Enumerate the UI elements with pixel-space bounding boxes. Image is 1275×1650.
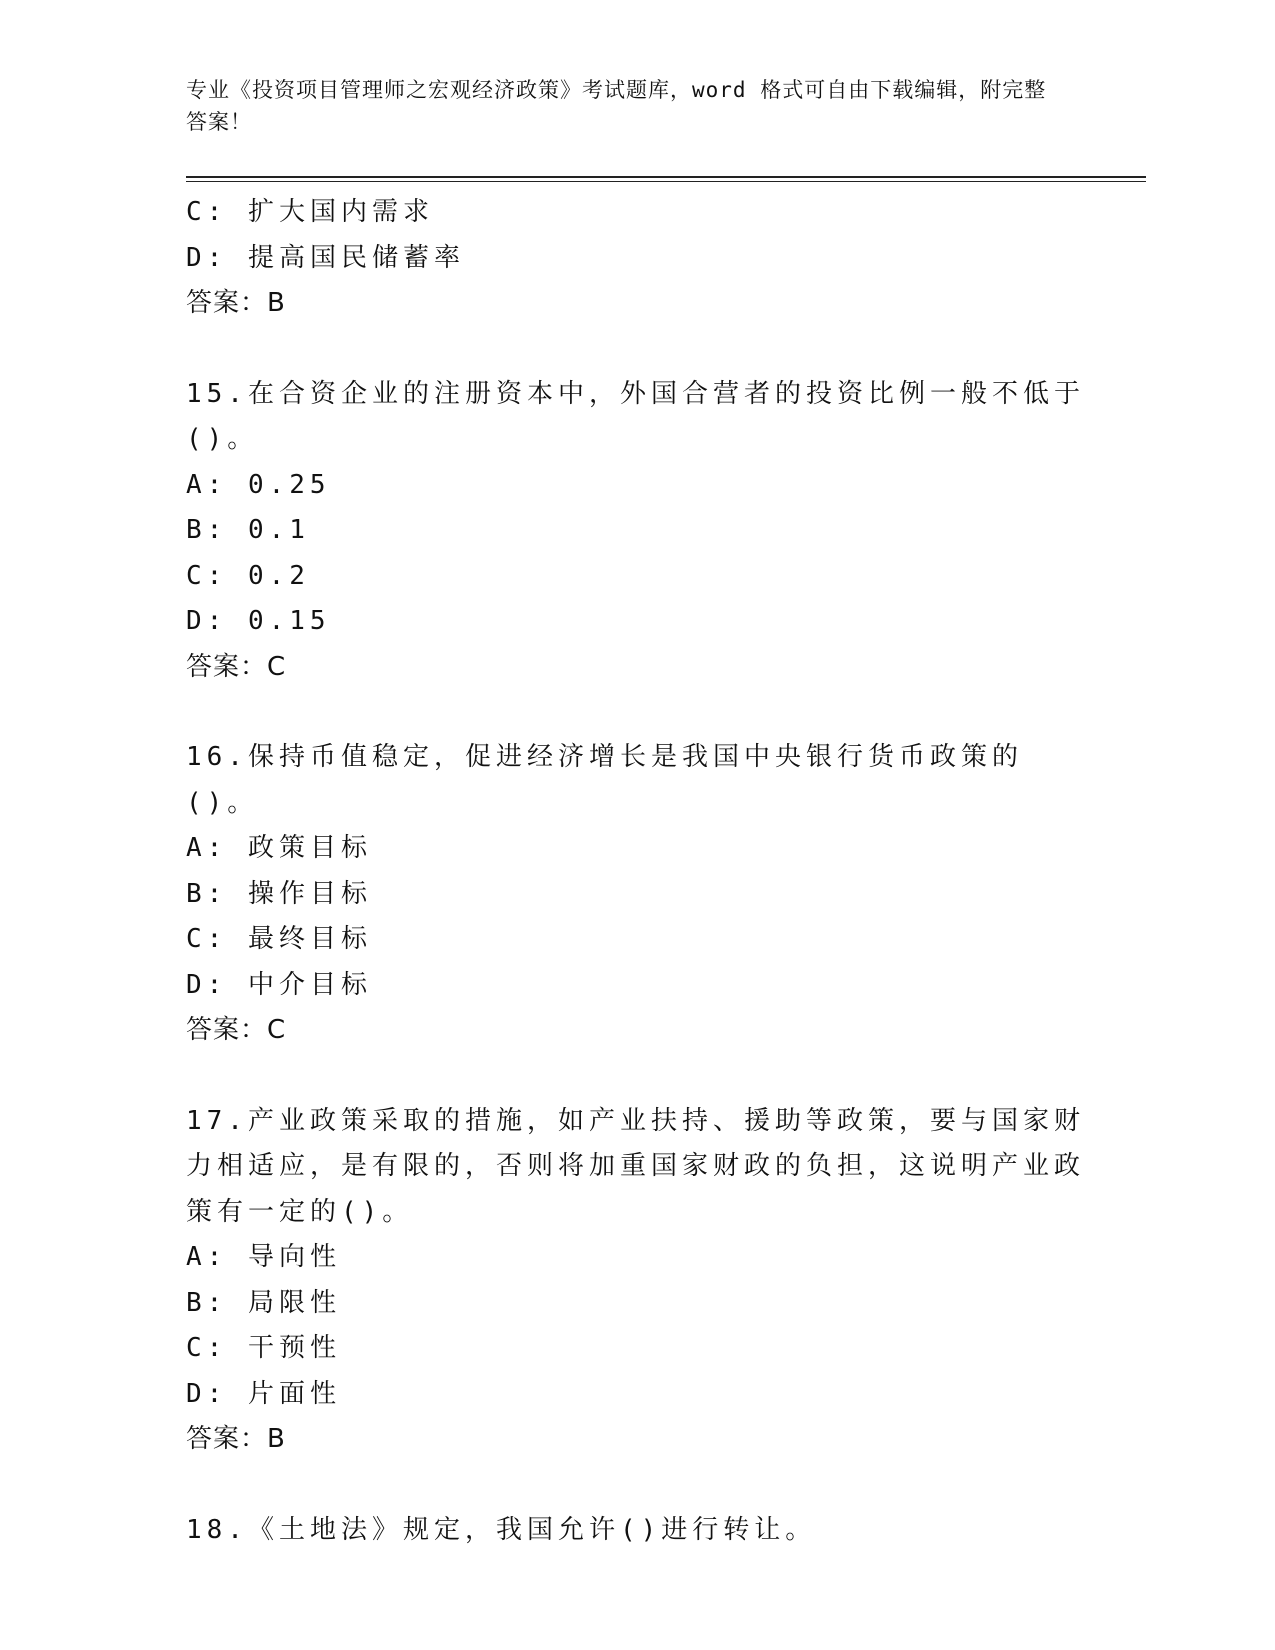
question-stem: 15.在合资企业的注册资本中，外国合营者的投资比例一般不低于()。 bbox=[186, 378, 1085, 454]
option-d: D: 片面性 bbox=[186, 1378, 341, 1409]
answer-value: B bbox=[267, 1424, 286, 1454]
question-stem: 16.保持币值稳定，促进经济增长是我国中央银行货币政策的()。 bbox=[186, 742, 1023, 818]
question-stem: 17.产业政策采取的措施，如产业扶持、援助等政策，要与国家财力相适应，是有限的，否则将加重国家财政的负担，这说明产业政策有一定的()。 bbox=[186, 1105, 1086, 1227]
option-a: A: 0.25 bbox=[186, 469, 331, 500]
answer-label: 答案： bbox=[186, 651, 268, 682]
option-d: D: 中介目标 bbox=[186, 969, 372, 1000]
answer-value: B bbox=[267, 288, 286, 318]
option-c: C: 0.2 bbox=[186, 560, 310, 591]
header-divider-thin bbox=[186, 181, 1146, 182]
answer-label: 答案： bbox=[186, 288, 268, 318]
spacer bbox=[186, 690, 1086, 735]
option-b: B: 操作目标 bbox=[186, 878, 372, 909]
spacer bbox=[186, 1054, 1086, 1099]
spacer bbox=[186, 327, 1086, 372]
answer-value: C bbox=[267, 1015, 287, 1045]
option-b: B: 0.1 bbox=[186, 515, 310, 545]
answer-value: C bbox=[267, 651, 287, 682]
question-15 bbox=[186, 372, 1086, 691]
answer-label: 答案： bbox=[186, 1015, 268, 1045]
option-b: B: 局限性 bbox=[186, 1287, 341, 1318]
answer-label: 答案： bbox=[186, 1424, 268, 1454]
question-stem: 18.《土地法》规定，我国允许()进行转让。 bbox=[186, 1514, 817, 1545]
answer-line bbox=[186, 1417, 1086, 1463]
question-list bbox=[186, 190, 1086, 1553]
question-14-continued bbox=[186, 190, 1086, 327]
option-d: D: 提高国民储蓄率 bbox=[186, 242, 465, 273]
question-18 bbox=[186, 1508, 1086, 1554]
option-a: A: 政策目标 bbox=[186, 833, 372, 863]
answer-line bbox=[186, 281, 1086, 327]
document-intro: 专业《投资项目管理师之宏观经济政策》考试题库，word 格式可自由下载编辑，附完整答案！ bbox=[186, 78, 1047, 134]
question-17 bbox=[186, 1099, 1086, 1463]
option-d: D: 0.15 bbox=[186, 606, 331, 636]
spacer bbox=[186, 1463, 1086, 1508]
option-c: C: 最终目标 bbox=[186, 924, 372, 954]
question-16 bbox=[186, 735, 1086, 1054]
answer-line bbox=[186, 645, 1086, 691]
header-divider-thick bbox=[186, 176, 1146, 178]
option-c: C: 干预性 bbox=[186, 1333, 341, 1363]
option-c: C: 扩大国内需求 bbox=[186, 197, 434, 227]
answer-line bbox=[186, 1008, 1086, 1054]
option-a: A: 导向性 bbox=[186, 1242, 341, 1272]
